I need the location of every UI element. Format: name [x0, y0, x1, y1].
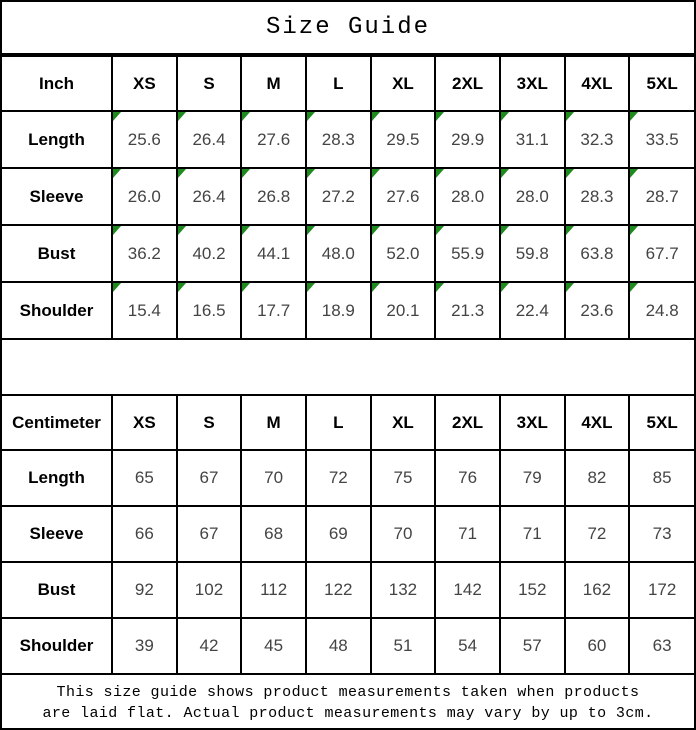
measure-value-cell: 142	[435, 562, 500, 618]
measure-value-cell: 15.4	[112, 282, 177, 339]
measure-value-cell: 67	[177, 506, 242, 562]
size-header-m: M	[241, 56, 306, 111]
measure-value-cell: 76	[435, 450, 500, 506]
size-header-l: L	[306, 56, 371, 111]
measure-value-cell: 152	[500, 562, 565, 618]
measure-value-cell: 26.4	[177, 168, 242, 225]
measure-value-cell: 26.0	[112, 168, 177, 225]
inch-row-shoulder	[2, 282, 694, 339]
measure-value-cell: 65	[112, 450, 177, 506]
cell-corner-marker-icon	[242, 226, 250, 235]
footer-line-1: This size guide shows product measurements taken when products	[56, 683, 640, 701]
measure-value-cell: 63	[629, 618, 694, 674]
inch-header-row	[2, 56, 694, 111]
measure-value-cell: 25.6	[112, 111, 177, 168]
measure-label: Shoulder	[2, 282, 112, 339]
measure-value-cell: 122	[306, 562, 371, 618]
cell-corner-marker-icon	[630, 169, 638, 178]
cell-corner-marker-icon	[436, 112, 444, 121]
cell-corner-marker-icon	[113, 169, 121, 178]
measure-value-cell: 44.1	[241, 225, 306, 282]
cell-corner-marker-icon	[630, 283, 638, 292]
cell-corner-marker-icon	[501, 169, 509, 178]
cell-corner-marker-icon	[178, 169, 186, 178]
cell-corner-marker-icon	[242, 112, 250, 121]
measure-value-cell: 22.4	[500, 282, 565, 339]
measure-value-cell: 39	[112, 618, 177, 674]
size-header-5xl: 5XL	[629, 395, 694, 450]
measure-value-cell: 16.5	[177, 282, 242, 339]
measure-value-cell: 55.9	[435, 225, 500, 282]
cell-corner-marker-icon	[501, 283, 509, 292]
inch-row-bust	[2, 225, 694, 282]
measure-label: Sleeve	[2, 506, 112, 562]
cell-corner-marker-icon	[372, 283, 380, 292]
measure-value-cell: 51	[371, 618, 436, 674]
measure-label: Sleeve	[2, 168, 112, 225]
cell-corner-marker-icon	[178, 112, 186, 121]
cell-corner-marker-icon	[436, 283, 444, 292]
inch-unit-label: Inch	[2, 56, 112, 111]
centimeter-row-length	[2, 450, 694, 506]
measure-value-cell: 17.7	[241, 282, 306, 339]
measure-value-cell: 112	[241, 562, 306, 618]
cell-corner-marker-icon	[113, 112, 121, 121]
measure-value-cell: 71	[435, 506, 500, 562]
cell-corner-marker-icon	[566, 283, 574, 292]
centimeter-row-sleeve	[2, 506, 694, 562]
measure-value-cell: 82	[565, 450, 630, 506]
size-header-s: S	[177, 56, 242, 111]
inch-row-length	[2, 111, 694, 168]
measure-value-cell: 23.6	[565, 282, 630, 339]
size-header-xs: XS	[112, 395, 177, 450]
measure-value-cell: 67.7	[629, 225, 694, 282]
measure-value-cell: 73	[629, 506, 694, 562]
measure-value-cell: 24.8	[629, 282, 694, 339]
measure-value-cell: 72	[306, 450, 371, 506]
measure-value-cell: 102	[177, 562, 242, 618]
cell-corner-marker-icon	[178, 283, 186, 292]
measure-value-cell: 42	[177, 618, 242, 674]
size-header-m: M	[241, 395, 306, 450]
measure-value-cell: 28.0	[435, 168, 500, 225]
cell-corner-marker-icon	[630, 112, 638, 121]
measure-value-cell: 79	[500, 450, 565, 506]
centimeter-header-row	[2, 395, 694, 450]
cell-corner-marker-icon	[307, 169, 315, 178]
cell-corner-marker-icon	[113, 283, 121, 292]
measure-value-cell: 132	[371, 562, 436, 618]
table-gap	[2, 340, 694, 394]
cell-corner-marker-icon	[113, 226, 121, 235]
measure-value-cell: 28.0	[500, 168, 565, 225]
measure-value-cell: 29.9	[435, 111, 500, 168]
cell-corner-marker-icon	[436, 169, 444, 178]
measure-value-cell: 69	[306, 506, 371, 562]
measure-value-cell: 27.6	[371, 168, 436, 225]
cell-corner-marker-icon	[566, 169, 574, 178]
measure-value-cell: 72	[565, 506, 630, 562]
measure-label: Length	[2, 450, 112, 506]
measure-value-cell: 70	[371, 506, 436, 562]
cell-corner-marker-icon	[242, 283, 250, 292]
cell-corner-marker-icon	[372, 169, 380, 178]
measure-value-cell: 63.8	[565, 225, 630, 282]
measure-value-cell: 28.7	[629, 168, 694, 225]
cell-corner-marker-icon	[178, 226, 186, 235]
measure-value-cell: 52.0	[371, 225, 436, 282]
page-title: Size Guide	[2, 2, 694, 55]
centimeter-row-bust	[2, 562, 694, 618]
cell-corner-marker-icon	[436, 226, 444, 235]
measure-value-cell: 48	[306, 618, 371, 674]
cell-corner-marker-icon	[566, 112, 574, 121]
measure-value-cell: 48.0	[306, 225, 371, 282]
measure-value-cell: 70	[241, 450, 306, 506]
measure-value-cell: 26.8	[241, 168, 306, 225]
measure-value-cell: 26.4	[177, 111, 242, 168]
size-header-4xl: 4XL	[565, 395, 630, 450]
cell-corner-marker-icon	[242, 169, 250, 178]
measure-value-cell: 162	[565, 562, 630, 618]
measure-value-cell: 71	[500, 506, 565, 562]
size-header-3xl: 3XL	[500, 56, 565, 111]
measure-value-cell: 36.2	[112, 225, 177, 282]
size-header-xl: XL	[371, 56, 436, 111]
inch-row-sleeve	[2, 168, 694, 225]
measure-value-cell: 32.3	[565, 111, 630, 168]
cell-corner-marker-icon	[307, 112, 315, 121]
centimeter-row-shoulder	[2, 618, 694, 674]
measure-value-cell: 20.1	[371, 282, 436, 339]
size-header-4xl: 4XL	[565, 56, 630, 111]
measure-value-cell: 28.3	[306, 111, 371, 168]
measure-value-cell: 59.8	[500, 225, 565, 282]
measure-value-cell: 33.5	[629, 111, 694, 168]
size-header-2xl: 2XL	[435, 395, 500, 450]
size-header-2xl: 2XL	[435, 56, 500, 111]
centimeter-table	[2, 394, 694, 675]
measure-value-cell: 85	[629, 450, 694, 506]
measure-label: Bust	[2, 225, 112, 282]
footer-line-2: are laid flat. Actual product measurements may vary by up to 3cm.	[42, 704, 654, 722]
measure-value-cell: 29.5	[371, 111, 436, 168]
measure-label: Length	[2, 111, 112, 168]
measure-value-cell: 66	[112, 506, 177, 562]
cell-corner-marker-icon	[372, 226, 380, 235]
measure-value-cell: 57	[500, 618, 565, 674]
measure-value-cell: 92	[112, 562, 177, 618]
measure-value-cell: 68	[241, 506, 306, 562]
cell-corner-marker-icon	[307, 226, 315, 235]
measure-label: Bust	[2, 562, 112, 618]
centimeter-unit-label: Centimeter	[2, 395, 112, 450]
size-header-3xl: 3XL	[500, 395, 565, 450]
measure-value-cell: 18.9	[306, 282, 371, 339]
measure-value-cell: 67	[177, 450, 242, 506]
cell-corner-marker-icon	[630, 226, 638, 235]
size-header-xl: XL	[371, 395, 436, 450]
size-header-l: L	[306, 395, 371, 450]
cell-corner-marker-icon	[372, 112, 380, 121]
footer-note	[2, 675, 694, 730]
measure-value-cell: 31.1	[500, 111, 565, 168]
measure-value-cell: 45	[241, 618, 306, 674]
measure-label: Shoulder	[2, 618, 112, 674]
measure-value-cell: 172	[629, 562, 694, 618]
size-header-s: S	[177, 395, 242, 450]
cell-corner-marker-icon	[501, 112, 509, 121]
measure-value-cell: 28.3	[565, 168, 630, 225]
inch-table	[2, 55, 694, 340]
measure-value-cell: 27.6	[241, 111, 306, 168]
measure-value-cell: 75	[371, 450, 436, 506]
cell-corner-marker-icon	[566, 226, 574, 235]
measure-value-cell: 40.2	[177, 225, 242, 282]
size-header-5xl: 5XL	[629, 56, 694, 111]
size-header-xs: XS	[112, 56, 177, 111]
measure-value-cell: 54	[435, 618, 500, 674]
measure-value-cell: 27.2	[306, 168, 371, 225]
cell-corner-marker-icon	[307, 283, 315, 292]
measure-value-cell: 21.3	[435, 282, 500, 339]
measure-value-cell: 60	[565, 618, 630, 674]
cell-corner-marker-icon	[501, 226, 509, 235]
